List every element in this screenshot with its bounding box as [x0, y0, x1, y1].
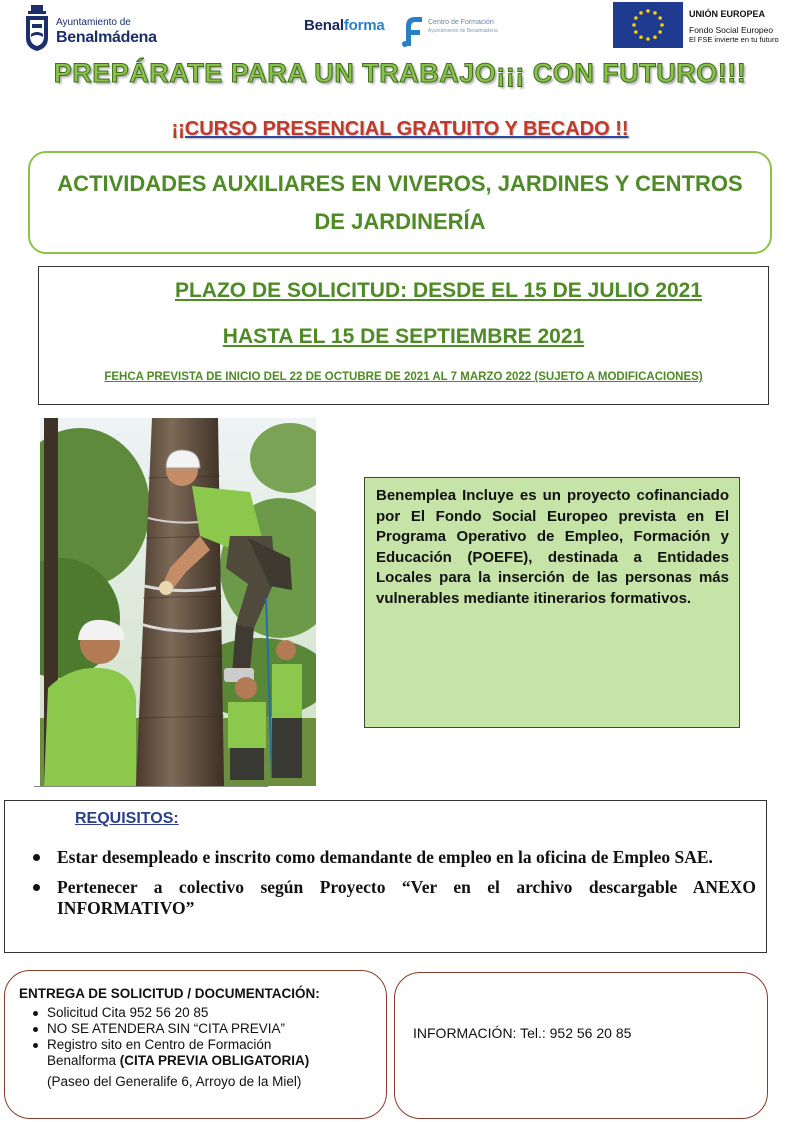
benalforma-logo [304, 14, 504, 50]
benalmadena-logo [24, 4, 157, 54]
contact-phone: INFORMACIÓN: Tel.: 952 56 20 85 [413, 1025, 632, 1041]
dates-line1: PLAZO DE SOLICITUD: DESDE EL 15 DE JULIO 2021 [174, 279, 703, 302]
eu-flag-icon [613, 2, 683, 48]
eu-star-icon [653, 11, 657, 15]
dates-note: FEHCA PREVISTA DE INICIO DEL 22 DE OCTUBRE DE 2021 AL 7 MARZO 2022 (SUJETO A MODIFICACIONES) [104, 371, 703, 383]
requirements-title: REQUISITOS: [75, 810, 179, 827]
course-title-box [28, 151, 772, 254]
bullet-icon [33, 854, 40, 861]
eu-star-icon [646, 37, 650, 41]
delivery-item [31, 1021, 309, 1037]
project-info-box [364, 477, 740, 728]
eu-line3: El FSE invierte en tu futuro [689, 35, 779, 44]
delivery-title: ENTREGA DE SOLICITUD / DOCUMENTACIÓN: [19, 986, 320, 1001]
photo-divider [34, 786, 268, 787]
requirements-box [4, 800, 767, 953]
brand-part-a: Benal [304, 17, 344, 34]
requirements-list [27, 847, 756, 928]
delivery-item-text-cont: Benalforma [47, 1053, 120, 1068]
brand-text [304, 17, 385, 34]
application-dates-box [38, 266, 769, 405]
delivery-item [31, 1037, 309, 1069]
eu-line1: UNIÓN EUROPEA [689, 9, 766, 19]
eu-star-icon [634, 16, 638, 20]
delivery-item [31, 1005, 309, 1021]
subheadline: ¡¡CURSO PRESENCIAL GRATUITO Y BECADO !! [171, 118, 629, 140]
logo-sub1: Centro de Formación [428, 19, 494, 26]
delivery-address: (Paseo del Generalife 6, Arroyo de la Miel) [47, 1074, 302, 1089]
requirement-text: Pertenecer a colectivo según Proyecto “Ver en el archivo descargable ANEXO INFORMATIVO” [57, 877, 756, 918]
eu-star-icon [639, 11, 643, 15]
headline: PREPÁRATE PARA UN TRABAJO¡¡¡ CON FUTURO!!! [53, 58, 747, 88]
eu-line2: Fondo Social Europeo [689, 25, 774, 35]
delivery-item-text: Solicitud Cita 952 56 20 85 [47, 1005, 209, 1020]
project-info-text: Benemplea Incluye es un proyecto cofinanciado por El Fondo Social Europeo prevista en El Programa Operativo de Empleo, Formación y Educación (POEFE), destinada a Entidades Locales para la inserción de las personas más vulnerables mediante itinerarios formativos. [376, 487, 729, 607]
eu-star-icon [658, 30, 662, 34]
brand-part-b: forma [343, 17, 385, 34]
gardener-climbing-photo [40, 418, 316, 786]
coat-of-arms-icon [24, 4, 50, 52]
logo-sub2: Ayuntamiento de Benalmádena [428, 28, 498, 34]
delivery-box [4, 970, 387, 1119]
eu-star-icon [632, 23, 636, 27]
contact-box [394, 972, 768, 1119]
delivery-item-bold: (CITA PREVIA OBLIGATORIA) [119, 1053, 310, 1068]
benalforma-f-icon [400, 14, 426, 48]
eu-star-icon [639, 35, 643, 39]
eu-star-icon [658, 16, 662, 20]
logo-line1: Ayuntamiento de [56, 17, 131, 28]
requirement-item [27, 847, 756, 868]
requirement-text: Estar desempleado e inscrito como demandante de empleo en la oficina de Empleo SAE. [57, 847, 713, 867]
bullet-icon [33, 1011, 38, 1016]
requirement-item [27, 877, 756, 919]
bullet-icon [33, 1043, 38, 1048]
eu-star-icon [646, 9, 650, 13]
eu-star-icon [660, 23, 664, 27]
eu-star-icon [653, 35, 657, 39]
delivery-item-text: Registro sito en Centro de Formación [47, 1037, 272, 1052]
photo-illustration [40, 418, 316, 786]
dates-line2: HASTA EL 15 DE SEPTIEMBRE 2021 [222, 325, 585, 348]
delivery-item-text: NO SE ATENDERA SIN “CITA PREVIA” [47, 1021, 286, 1036]
bullet-icon [33, 1027, 38, 1032]
course-title: ACTIVIDADES AUXILIARES EN VIVEROS, JARDINES Y CENTROS DE JARDINERÍA [57, 171, 743, 234]
bullet-icon [33, 884, 40, 891]
logo-line2: Benalmádena [56, 29, 157, 46]
eu-logo [613, 2, 783, 48]
delivery-list [31, 1005, 309, 1069]
eu-star-icon [634, 30, 638, 34]
